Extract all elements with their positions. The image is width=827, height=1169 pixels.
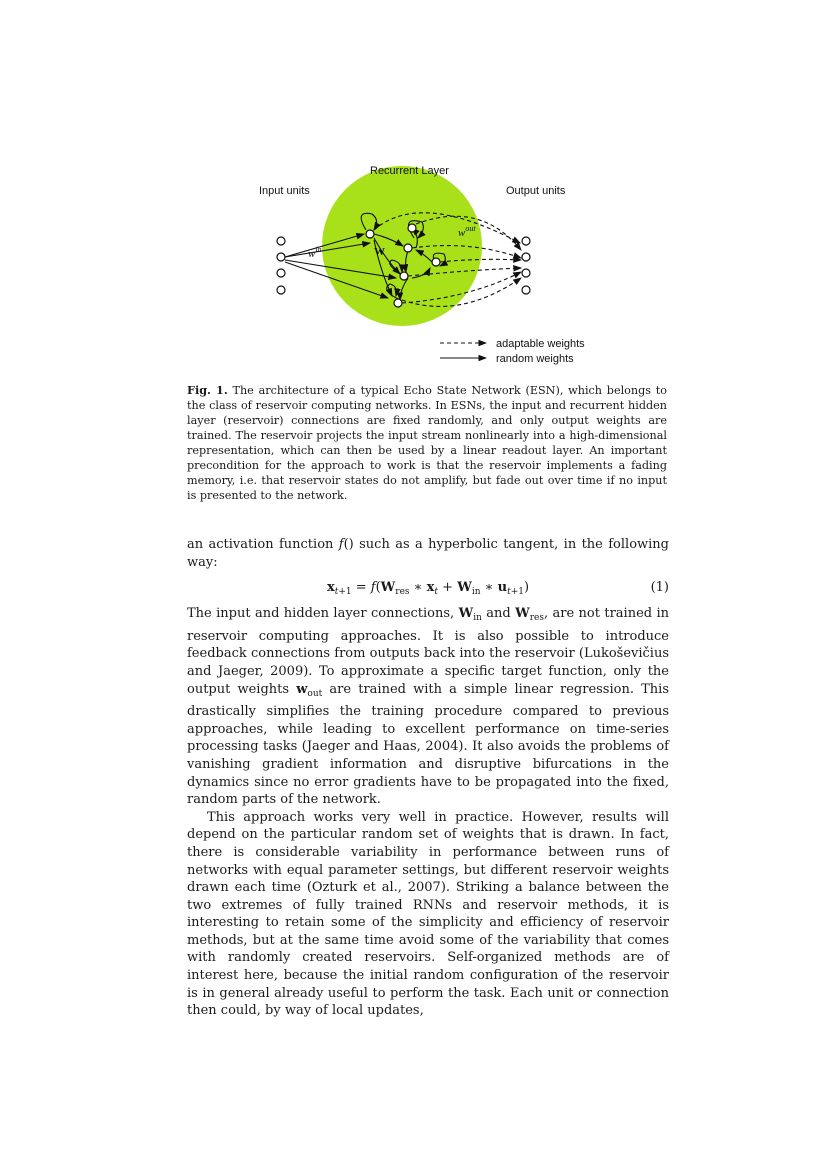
equation-number: (1) bbox=[650, 580, 669, 596]
input-unit bbox=[277, 253, 285, 261]
esn-architecture-figure bbox=[240, 150, 600, 370]
reservoir-node bbox=[408, 224, 416, 232]
caption-label: Fig. 1. bbox=[187, 383, 228, 397]
legend-random-label: random weights bbox=[496, 353, 574, 365]
equation-body: $x_{t+1} = f(W_{res}$ ∗ $x_t + W_{in}$ ∗ $u_{t+1}$) bbox=[326, 580, 530, 598]
output-unit bbox=[522, 286, 530, 294]
reservoir-node bbox=[400, 272, 408, 280]
figure-legend bbox=[440, 338, 585, 365]
output-unit bbox=[522, 237, 530, 245]
equation-1 bbox=[187, 573, 669, 605]
paragraph-1: The input and hidden layer connections, $W_{in}$ and $W_{res}$, are not trained in reservoir computing approaches. It is also possible to introduce feedback connections from outputs back into the reservoir (Lukoševičius and Jaeger, 2009). To approximate a specific target function, only the output weights $w_{out}$ are trained with a simple linear regression. This drastically simplifies the training procedure compared to previous approaches, while leading to excellent performance on time-series processing tasks (Jaeger and Haas, 2004). It also avoids the problems of vanishing gradient information and disruptive bifurcations in the dynamics since no error gradients have to be propagated into the fixed, random parts of the network. bbox=[187, 606, 669, 808]
reservoir-node bbox=[394, 299, 402, 307]
figure-caption bbox=[187, 383, 667, 503]
w-out-label: $w^{out}$ bbox=[458, 224, 476, 239]
intro-line: an activation function f() such as a hyperbolic tangent, in the following way: bbox=[187, 537, 670, 570]
output-units bbox=[522, 237, 530, 294]
reservoir-node bbox=[366, 230, 374, 238]
input-unit bbox=[277, 269, 285, 277]
input-units bbox=[277, 237, 285, 294]
output-unit bbox=[522, 269, 530, 277]
w-in-label: $w^{in}$ bbox=[308, 245, 322, 260]
input-unit bbox=[277, 237, 285, 245]
input-unit bbox=[277, 286, 285, 294]
w-res-label: W bbox=[374, 246, 385, 258]
recurrent-layer-title: Recurrent Layer bbox=[370, 165, 449, 177]
reservoir-node bbox=[432, 258, 440, 266]
output-unit bbox=[522, 253, 530, 261]
output-units-label: Output units bbox=[506, 185, 566, 197]
paragraph-2: This approach works very well in practice. However, results will depend on the particular random set of weights that is drawn. In fact, there is considerable variability in performance between runs of networks with equal parameter settings, but different reservoir weights drawn each time (Ozturk et al., 2007). Striking a balance between the two extremes of fully trained RNNs and reservoir methods, it is interesting to retain some of the simplicity and efficiency of reservoir methods, but at the same time avoid some of the variability that comes with randomly created reservoirs. Self-organized methods are of interest here, because the initial random configuration of the reservoir is in general already useful to perform the task. Each unit or connection then could, by way of local updates, bbox=[187, 809, 669, 1019]
legend-adaptable-label: adaptable weights bbox=[496, 338, 585, 350]
caption-text: The architecture of a typical Echo State Network (ESN), which belongs to the class of reservoir computing networks. In ESNs, the input and recurrent hidden layer (reservoir) connections are fixed randomly, and only output weights are trained. The reservoir projects the input stream nonlinearly into a high-dimensional representation, which can then be used by a linear readout layer. An important precondition for the approach to work is that the reservoir implements a fading memory, i.e. that reservoir states do not amplify, but fade out over time if no input is presented to the network. bbox=[187, 384, 668, 502]
esn-diagram bbox=[240, 150, 600, 370]
body-text bbox=[187, 536, 669, 1020]
input-units-label: Input units bbox=[259, 185, 310, 197]
reservoir-node bbox=[404, 244, 412, 252]
